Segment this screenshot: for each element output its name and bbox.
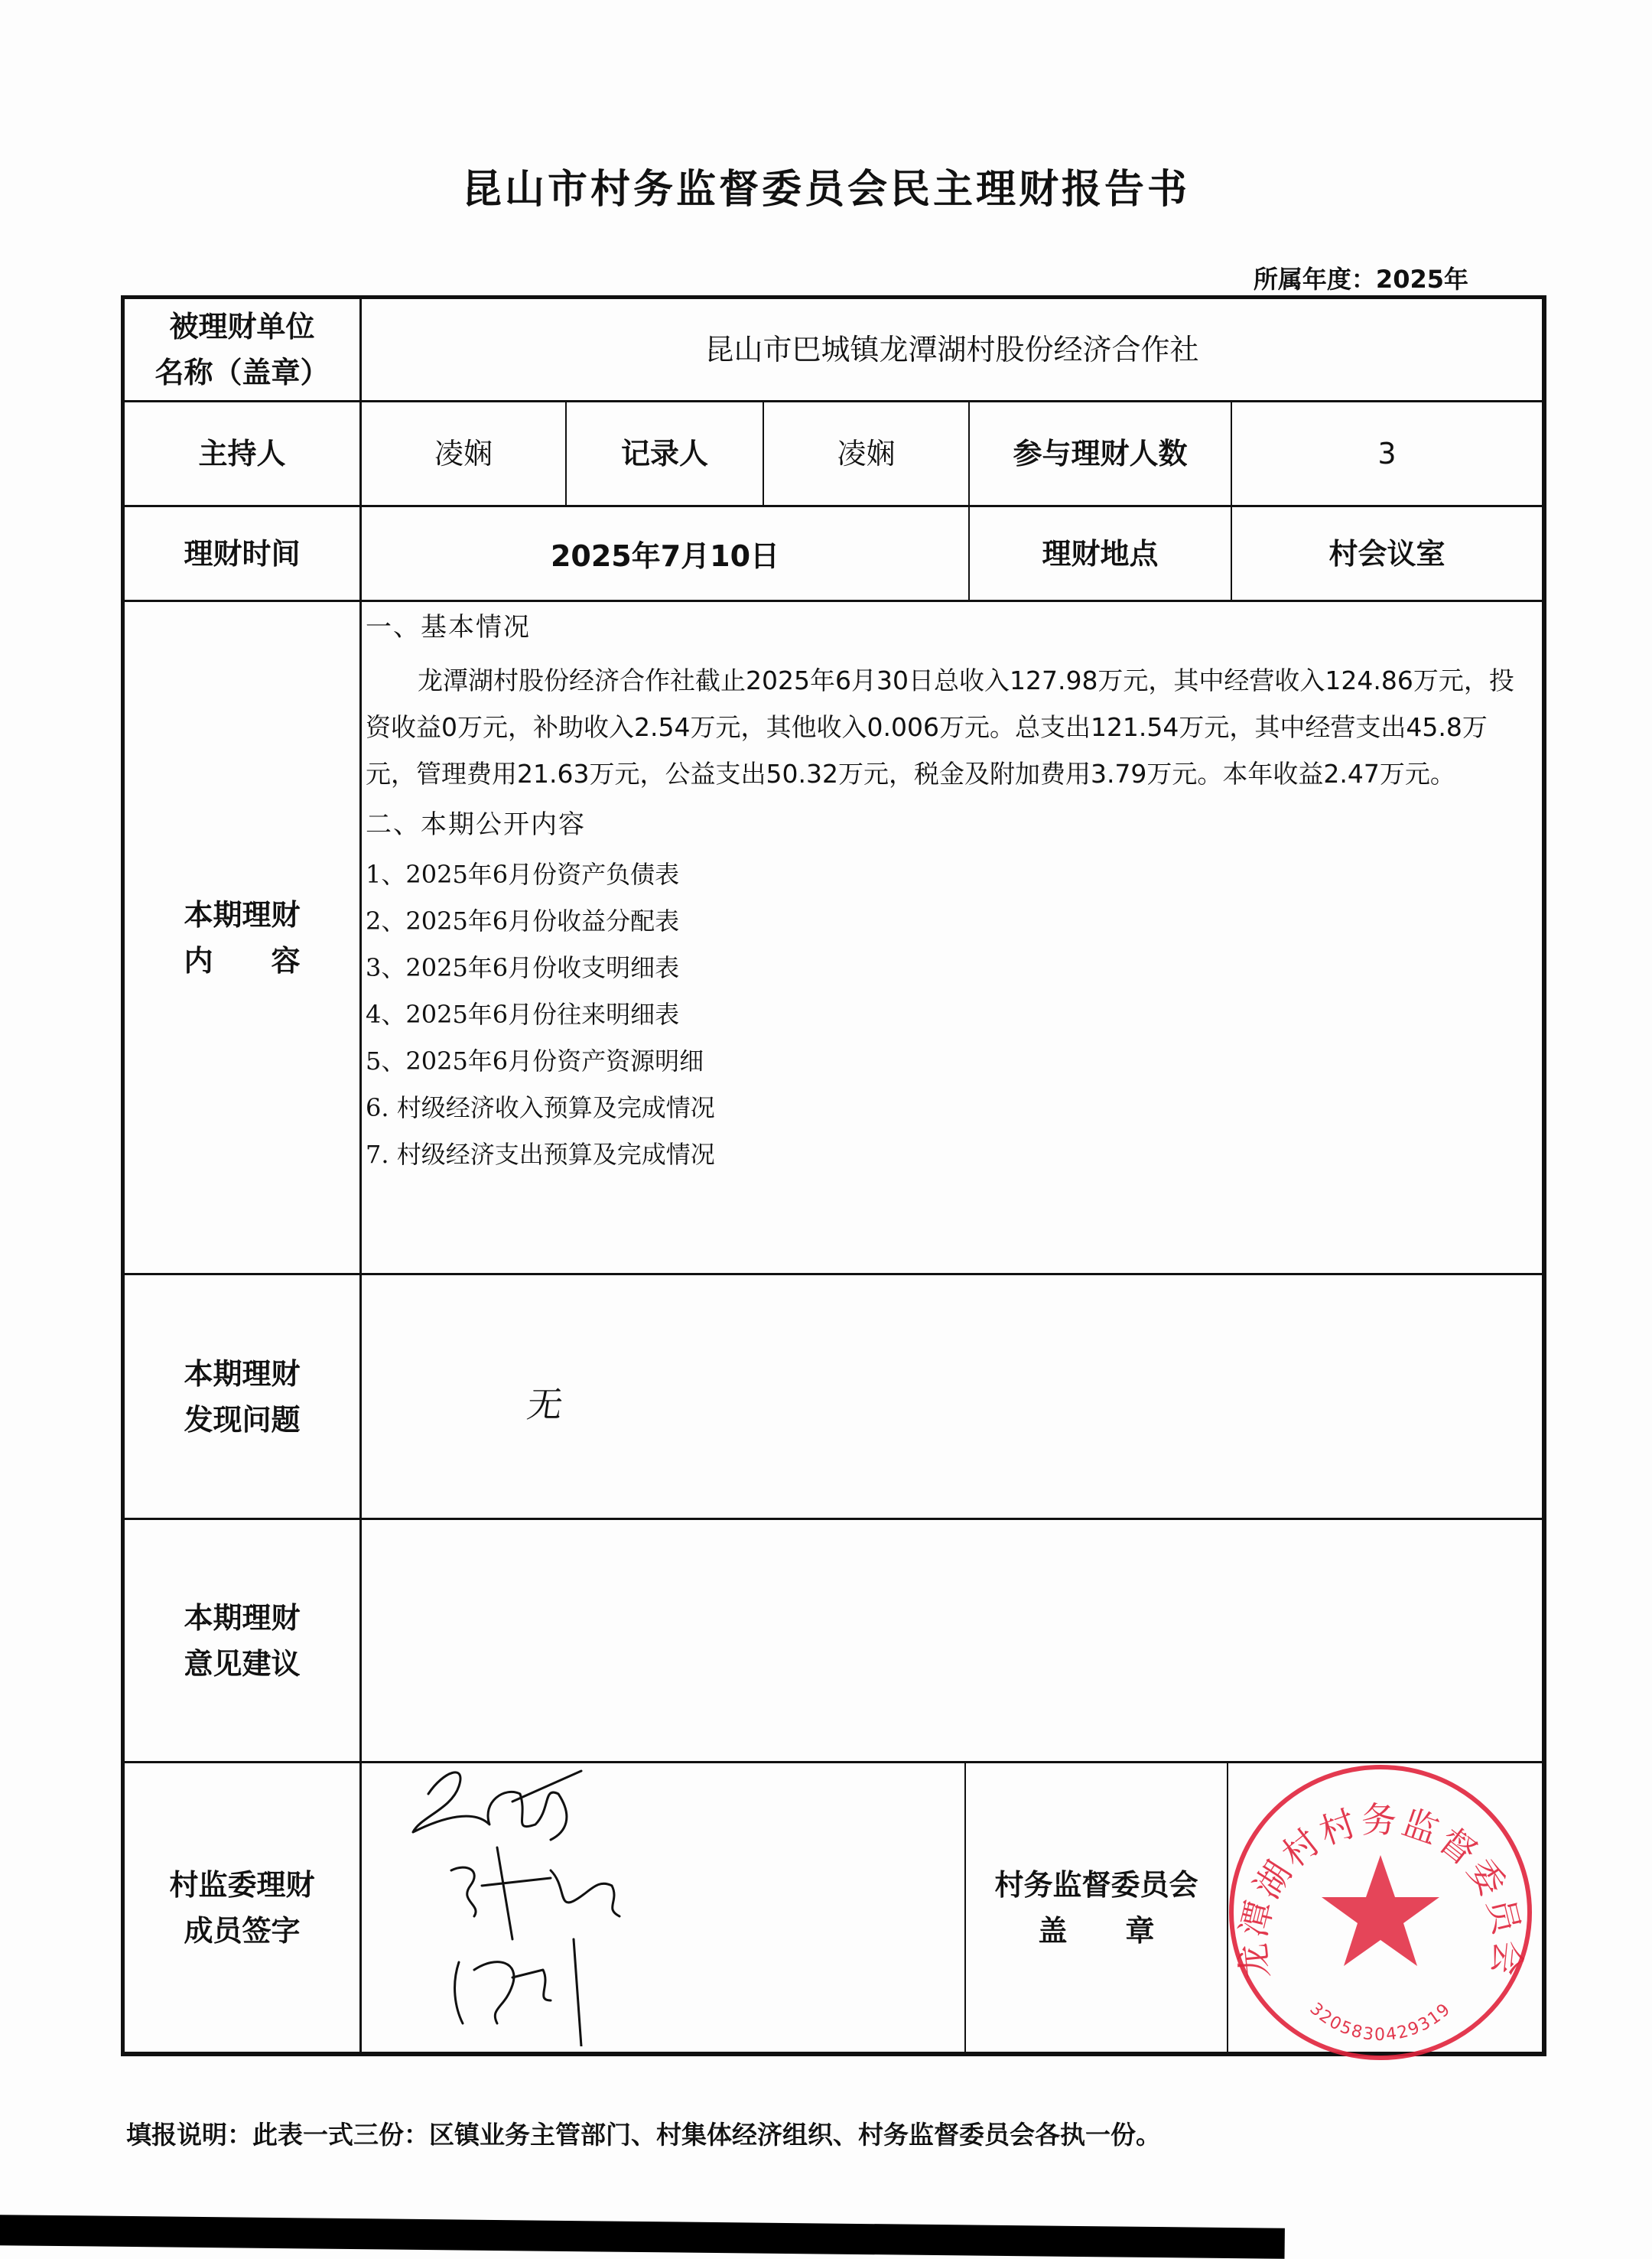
time-label: 理财时间 <box>184 536 301 571</box>
signature-label-line1: 村监委理财 <box>169 1867 315 1902</box>
content-body <box>366 604 1536 1178</box>
recorder-value: 凌娴 <box>837 437 896 470</box>
issues-value-handwritten: 无 <box>524 1384 566 1425</box>
place-value: 村会议室 <box>1328 536 1446 571</box>
section2-title: 二、本期公开内容 <box>366 809 586 840</box>
host-value: 凌娴 <box>434 437 493 470</box>
place-label: 理财地点 <box>1042 536 1159 571</box>
suggestions-label <box>125 1520 359 1761</box>
footer-note: 填报说明：此表一式三份：区镇业务主管部门、村集体经济组织、村务监督委员会各执一份。 <box>126 2120 1161 2150</box>
signature-label-line2: 成员签字 <box>184 1913 301 1948</box>
member-signatures <box>398 1756 757 2046</box>
signature-3 <box>455 1939 581 2046</box>
content-label-line2: 内 容 <box>184 943 301 978</box>
list-item: 5、2025年6月份资产资源明细 <box>366 1046 704 1076</box>
signature-2 <box>451 1847 620 1939</box>
disclosure-list <box>366 851 1536 1178</box>
seal-label <box>966 1763 1227 2052</box>
seal-label-line2: 盖 章 <box>1038 1913 1155 1948</box>
suggestions-label-line1: 本期理财 <box>184 1600 301 1635</box>
unit-name-label-line2: 名称（盖章） <box>154 356 330 389</box>
time-value: 2025年7月10日 <box>550 539 780 573</box>
official-seal <box>1220 1752 1541 2073</box>
unit-name-label-line1: 被理财单位 <box>169 310 315 343</box>
unit-name-value: 昆山市巴城镇龙潭湖村股份经济合作社 <box>704 333 1199 366</box>
issues-label-line1: 本期理财 <box>184 1356 301 1391</box>
seal-text: 龙潭湖村村务监督委员会 <box>1231 1799 1530 1981</box>
list-item: 7. 村级经济支出预算及完成情况 <box>366 1140 715 1169</box>
list-item: 3、2025年6月份收支明细表 <box>366 953 680 982</box>
table-border-right <box>1542 295 1546 2056</box>
list-item: 2、2025年6月份收益分配表 <box>366 907 680 936</box>
seal-label-line1: 村务监督委员会 <box>994 1867 1198 1902</box>
section1-text: 龙潭湖村股份经济合作社截止2025年6月30日总收入127.98万元，其中经营收入124.86万元，投资收益0万元，补助收入2.54万元，其他收入0.006万元。总支出121.54万元，其中经营支出45.8万元，管理费用21.63万元，公益支出50.32万元，税金及附加费用3.79万元。本年收益2.47万元。 <box>366 666 1514 789</box>
content-label <box>125 602 359 1273</box>
document-title: 昆山市村务监督委员会民主理财报告书 <box>461 167 1190 213</box>
issues-label <box>125 1275 359 1518</box>
participants-value: 3 <box>1377 437 1397 470</box>
suggestions-value <box>367 1530 1537 1752</box>
host-label: 主持人 <box>198 437 286 470</box>
scan-edge <box>0 2215 1285 2259</box>
suggestions-label-line2: 意见建议 <box>184 1646 301 1681</box>
list-item: 4、2025年6月份往来明细表 <box>366 1000 680 1029</box>
content-label-line1: 本期理财 <box>184 897 301 932</box>
section1-title: 一、基本情况 <box>366 612 531 643</box>
issues-label-line2: 发现问题 <box>184 1402 301 1437</box>
list-item: 1、2025年6月份资产负债表 <box>366 860 680 889</box>
star-icon <box>1322 1855 1439 1966</box>
list-item: 6. 村级经济收入预算及完成情况 <box>366 1093 715 1122</box>
signature-label <box>125 1763 359 2052</box>
signature-1 <box>413 1771 581 1840</box>
unit-name-label <box>125 299 359 400</box>
seal-number: 3205830429319 <box>1306 1999 1455 2045</box>
participants-label: 参与理财人数 <box>1013 437 1188 470</box>
recorder-label: 记录人 <box>620 437 708 470</box>
year-label: 所属年度：2025年 <box>1253 265 1468 294</box>
